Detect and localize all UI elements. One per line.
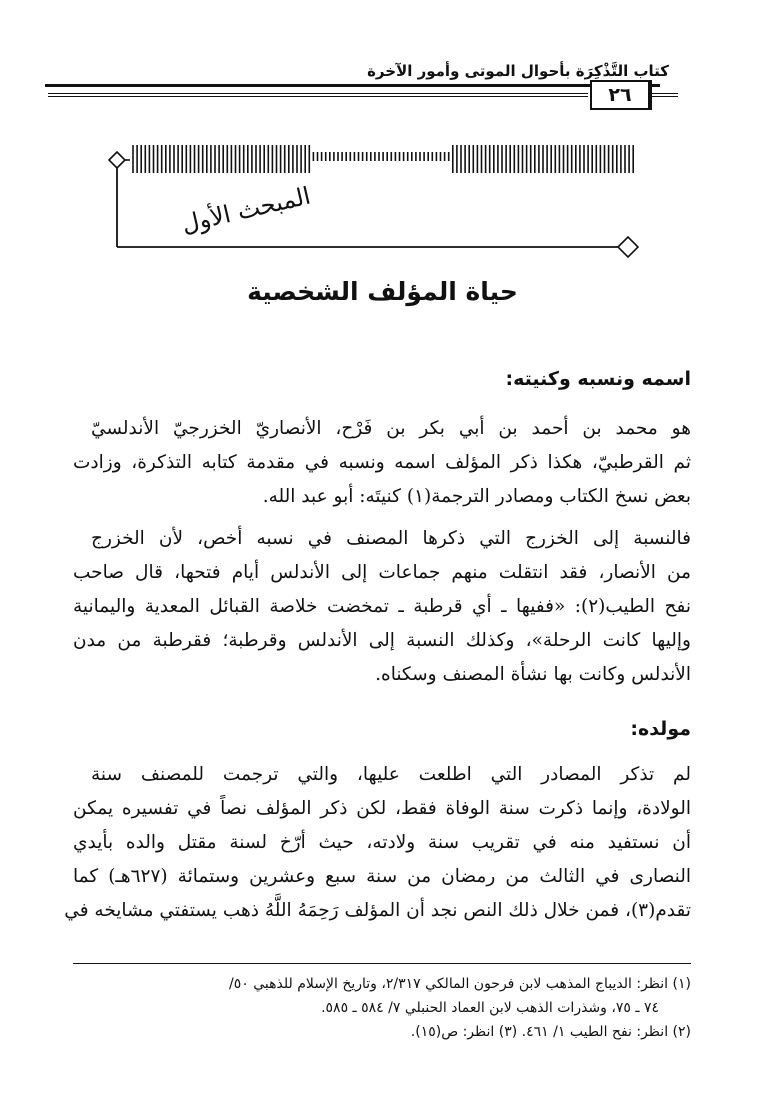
running-header-title: كتاب التَّذْكِرَة بأحوال الموتى وأمور الآخرة [367,62,669,80]
paragraph-line: تقدم(٣)، فمن خلال ذلك النص نجد أن المؤلف رَحِمَهُ اللَّهُ ذهب يستفتي مشايخه في [64,900,691,921]
paragraph-line: نفح الطيب(٢): «ففيها ـ أي قرطبة ـ تمخضت خلاصة القبائل المعدية واليمانية [73,596,691,617]
diamond-top-icon [109,152,125,168]
paragraph-line: من الأنصار، فقد انتقلت منهم جماعات إلى الأندلس أيام فتحها، قال صاحب [73,562,691,583]
header-double-rule-right-top [648,93,678,94]
birth-heading: مولده: [630,718,691,740]
page-number: ٢٦ [590,80,652,110]
paragraph-line: بعض نسخ الكتاب ومصادر الترجمة(١) كنيتَه: أبو عبد الله. [262,486,691,507]
paragraph-line: الأندلس وكانت بها نشأة المصنف وسكناه. [375,664,691,685]
paragraph-line: وإليها كانت الرحلة»، وكذلك النسبة إلى الأندلس وقرطبة؛ فقرطبة من مدن [73,630,691,651]
footnote: (١) انظر: الديباج المذهب لابن فرحون المالكي ٢/٣١٧، وتاريخ الإسلام للذهبي ٥٠/ [229,976,691,992]
name-heading: اسمه ونسبه وكنيته: [505,368,691,390]
footnote-separator [73,963,691,964]
footnote: (٢) انظر: نفح الطيب ١/ ٤٦١. (٣) انظر: ص(١٥). [410,1024,691,1040]
paragraph-line: لم تذكر المصادر التي اطلعت عليها، والتي ترجمت للمصنف سنة [91,764,691,785]
diamond-bottom-icon [618,237,638,257]
header-double-rule-left-bottom [48,96,588,97]
paragraph-line: فالنسبة إلى الخزرج التي ذكرها المصنف في نسبه أخص، لأن الخزرج [91,528,691,549]
footnote: ٧٤ ـ ٧٥، وشذرات الذهب لابن العماد الحنبلي ٧/ ٥٨٤ ـ ٥٨٥. [321,1000,659,1016]
paragraph-line: هو محمد بن أحمد بن أبي بكر بن فَرْح، الأنصاريّ الخزرجيّ الأندلسيّ [91,418,691,439]
paragraph-line: أن نستفيد منه في تقريب سنة ولادته، حيث أرّخ لسنة مقتل والده بأيدي [73,832,691,853]
section-label: المبحث الأول [178,181,314,239]
paragraph-line: ثم القرطبيّ، هكذا ذكر المؤلف اسمه ونسبه في مقدمة كتابه التذكرة، وزادت [73,452,691,473]
page-title: حياة المؤلف الشخصية [247,277,518,306]
section-ornament [100,143,645,265]
header-double-rule-right-bottom [648,96,678,97]
paragraph-line: النصارى في الثالث من رمضان من سنة سبع وعشرين وستمائة (٦٢٧هـ) كما [73,866,691,887]
paragraph-line: الولادة، وإنما ذكرت سنة الوفاة فقط، لكن ذكر المؤلف نصاً في تفسيره يمكن [73,798,691,819]
header-rule [45,84,660,87]
header-double-rule-left-top [48,93,588,94]
